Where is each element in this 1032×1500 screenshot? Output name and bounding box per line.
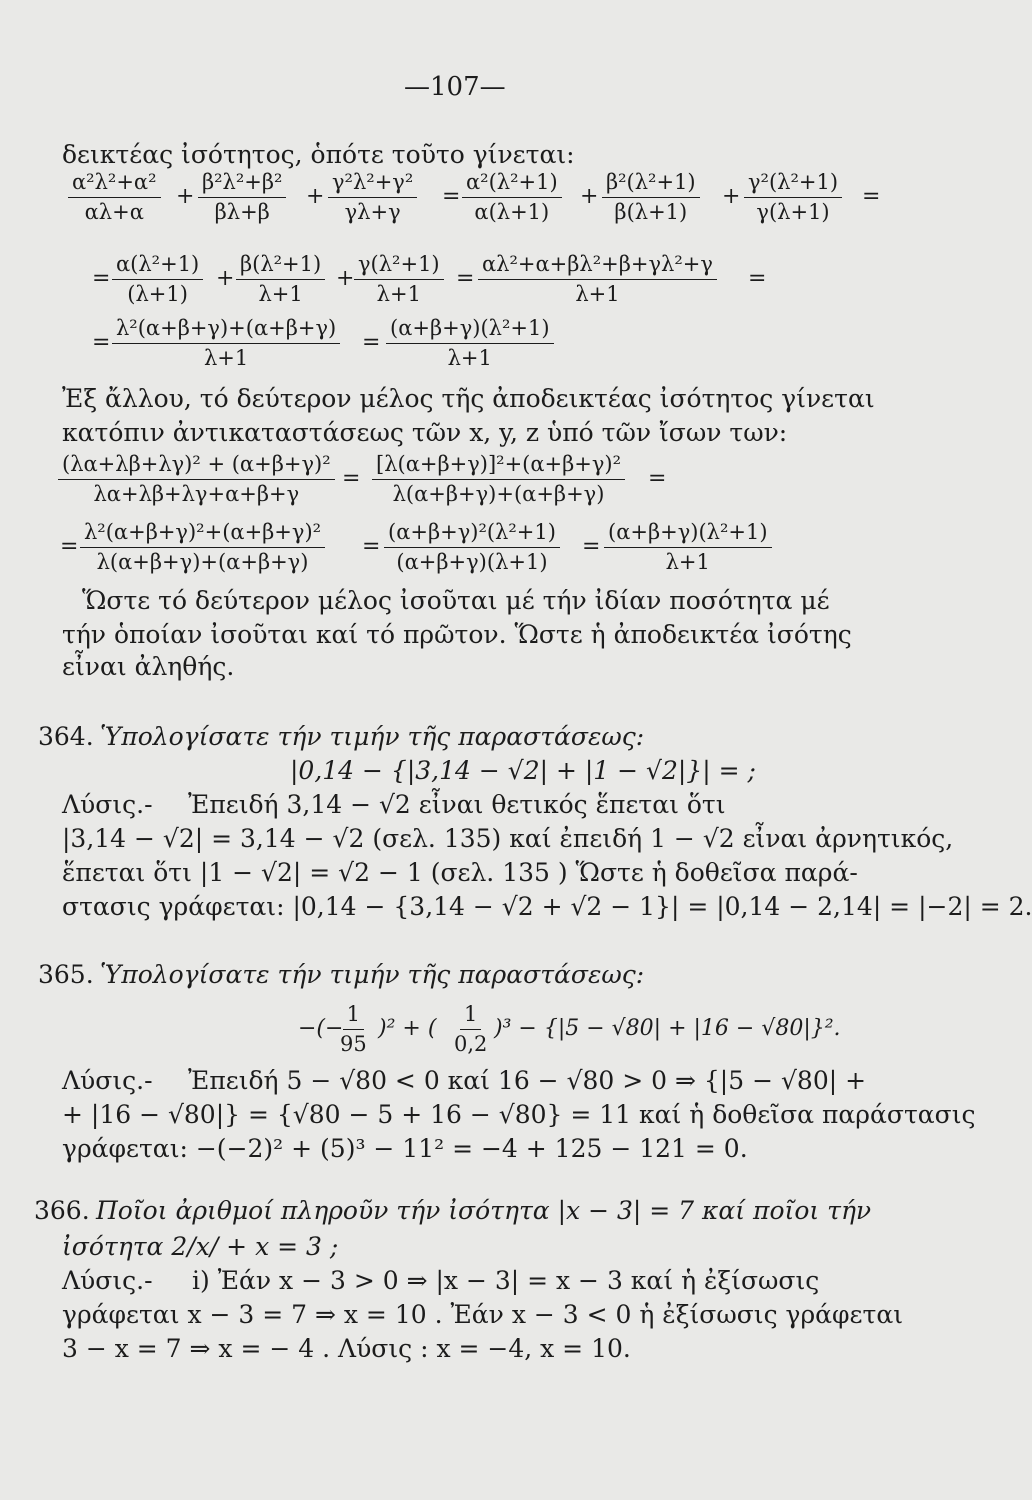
solution-line: |3,14 − √2| = 3,14 − √2 (σελ. 135) καί ἐπειδή 1 − √2 εἶναι ἀρνητικός, [62,824,954,853]
fraction: $\frac{\text{αλ²+α+βλ²+β+γλ²+γ}}{\lambda+1}$ [478,252,717,307]
fraction: $\frac{\text{β²(λ²+1)}}{\beta(\lambda+1)}$ [602,170,700,225]
operator: = [60,534,79,559]
fraction: $\frac{\text{λ²(α+β+γ)²+(α+β+γ)²}}{\lambda(\alpha+\beta+\gamma)+(\alpha+\beta+\gamma)}$ [80,520,325,575]
fraction: $\frac{\text{[λ(α+β+γ)]²+(α+β+γ)²}}{\lambda(\alpha+\beta+\gamma)+(\alpha+\beta+\gamma)}$ [372,452,625,507]
fraction: $\frac{\text{(α+β+γ)²(λ²+1)}}{(\alpha+\beta+\gamma)(\lambda+1)}$ [384,520,560,575]
fraction: $\frac{\text{β(λ²+1)}}{\lambda+1}$ [236,252,325,307]
solution-line: στασις γράφεται: |0,14 − {3,14 − √2 + √2 − 1}| = |0,14 − 2,14| = |−2| = 2. [62,892,1032,921]
fraction: $\frac{\text{(α+β+γ)(λ²+1)}}{\lambda+1}$ [604,520,772,575]
problem-title: Ποῖοι ἀριθμοί πληροῦν τήν ἰσότητα |x − 3| = 7 καί ποῖοι τήν [96,1196,872,1225]
problem-title: Ὑπολογίσατε τήν τιμήν τῆς παραστάσεως: [100,960,645,989]
operator: = [456,266,475,291]
fraction: $\frac{\text{λ²(α+β+γ)+(α+β+γ)}}{\lambda+1}$ [112,316,340,371]
operator: = [442,184,461,209]
operator: + [580,184,599,209]
operator: + [336,266,355,291]
fraction: $\frac{\text{(λα+λβ+λγ)² + (α+β+γ)²}}{\lambda\alpha+\lambda\beta+\lambda\gamma+\alpha+\beta+\gamma}$ [58,452,335,507]
solution-line: + |16 − √80|} = {√80 − 5 + 16 − √80} = 11 καί ἡ δοθεῖσα παράστασις [62,1100,976,1129]
problem-number: 366. [34,1196,90,1225]
fraction: $\frac{\text{γ²(λ²+1)}}{\gamma(\lambda+1)}$ [744,170,842,225]
solution-line: Ἐπειδή 5 − √80 < 0 καί 16 − √80 > 0 ⇒ {|5 − √80| + [188,1066,867,1095]
expression-part: )³ − {|5 − √80| + |16 − √80|}². [494,1016,841,1041]
operator: = [862,184,881,209]
paragraph-line: τήν ὁποίαν ἰσοῦται καί τό πρῶτον. Ὥστε ἡ ἀποδεικτέα ἰσότης [62,620,852,649]
fraction: $\frac{\text{α(λ²+1)}}{(\lambda+1)}$ [112,252,203,307]
operator: + [176,184,195,209]
solution-label: Λύσις.- [62,1266,153,1295]
fraction: $\frac{\text{α²λ²+α²}}{\alpha\lambda+\alpha}$ [68,170,161,225]
intro-line: δεικτέας ἰσότητος, ὁπότε τοῦτο γίνεται: [62,140,575,169]
expression-part: )² + ( [378,1016,437,1041]
expression-part: −(− [298,1016,344,1041]
solution-line: γράφεται x − 3 = 7 ⇒ x = 10 . Ἐάν x − 3 < 0 ἡ ἐξίσωσις γράφεται [62,1300,904,1329]
fraction: $\frac{\text{β²λ²+β²}}{\beta\lambda+\beta}$ [198,170,286,225]
paragraph-line: Ἐξ ἄλλου, τό δεύτερον μέλος τῆς ἀποδεικτέας ἰσότητος γίνεται [62,384,875,413]
operator: = [362,534,381,559]
problem-title: Ὑπολογίσατε τήν τιμήν τῆς παραστάσεως: [100,722,645,751]
operator: = [92,330,111,355]
operator: + [216,266,235,291]
problem-expression: |0,14 − {|3,14 − √2| + |1 − √2|}| = ; [290,756,756,785]
operator: = [362,330,381,355]
problem-number: 365. [38,960,94,989]
fraction: $\frac{\text{γ²λ²+γ²}}{\gamma\lambda+\gamma}$ [328,170,417,225]
operator: = [748,266,767,291]
solution-label: Λύσις.- [62,790,153,819]
problem-title: ἰσότητα 2/x/ + x = 3 ; [62,1232,339,1261]
paragraph-line: Ὥστε τό δεύτερον μέλος ἰσοῦται μέ τήν ἰδίαν ποσότητα μέ [82,586,830,615]
page-number: —107— [404,72,506,102]
solution-line: Ἐπειδή 3,14 − √2 εἶναι θετικός ἕπεται ὅτι [188,790,726,819]
fraction: $\frac{\text{α²(λ²+1)}}{\alpha(\lambda+1)}$ [462,170,562,225]
operator: = [582,534,601,559]
operator: = [92,266,111,291]
solution-line: ἕπεται ὅτι |1 − √2| = √2 − 1 (σελ. 135 ) Ὥστε ἡ δοθεῖσα παρά- [62,858,858,887]
paragraph-line: εἶναι ἀληθής. [62,652,235,681]
fraction: $\frac{\text{γ(λ²+1)}}{\lambda+1}$ [354,252,444,307]
operator: = [342,466,361,491]
solution-line: 3 − x = 7 ⇒ x = − 4 . Λύσις : x = −4, x = 10. [62,1334,631,1363]
fraction: $\frac{1}{95}$ [340,1002,367,1056]
solution-line: γράφεται: −(−2)² + (5)³ − 11² = −4 + 125 − 121 = 0. [62,1134,748,1163]
fraction: $\frac{\text{(α+β+γ)(λ²+1)}}{\lambda+1}$ [386,316,554,371]
operator: + [306,184,325,209]
operator: = [648,466,667,491]
problem-number: 364. [38,722,94,751]
operator: + [722,184,741,209]
paragraph-line: κατόπιν ἀντικαταστάσεως τῶν x, y, z ὑπό τῶν ἴσων των: [62,418,788,447]
fraction: $\frac{1}{0,2}$ [454,1002,488,1056]
solution-label: Λύσις.- [62,1066,153,1095]
solution-line: i) Ἐάν x − 3 > 0 ⇒ |x − 3| = x − 3 καί ἡ ἐξίσωσις [192,1266,820,1295]
